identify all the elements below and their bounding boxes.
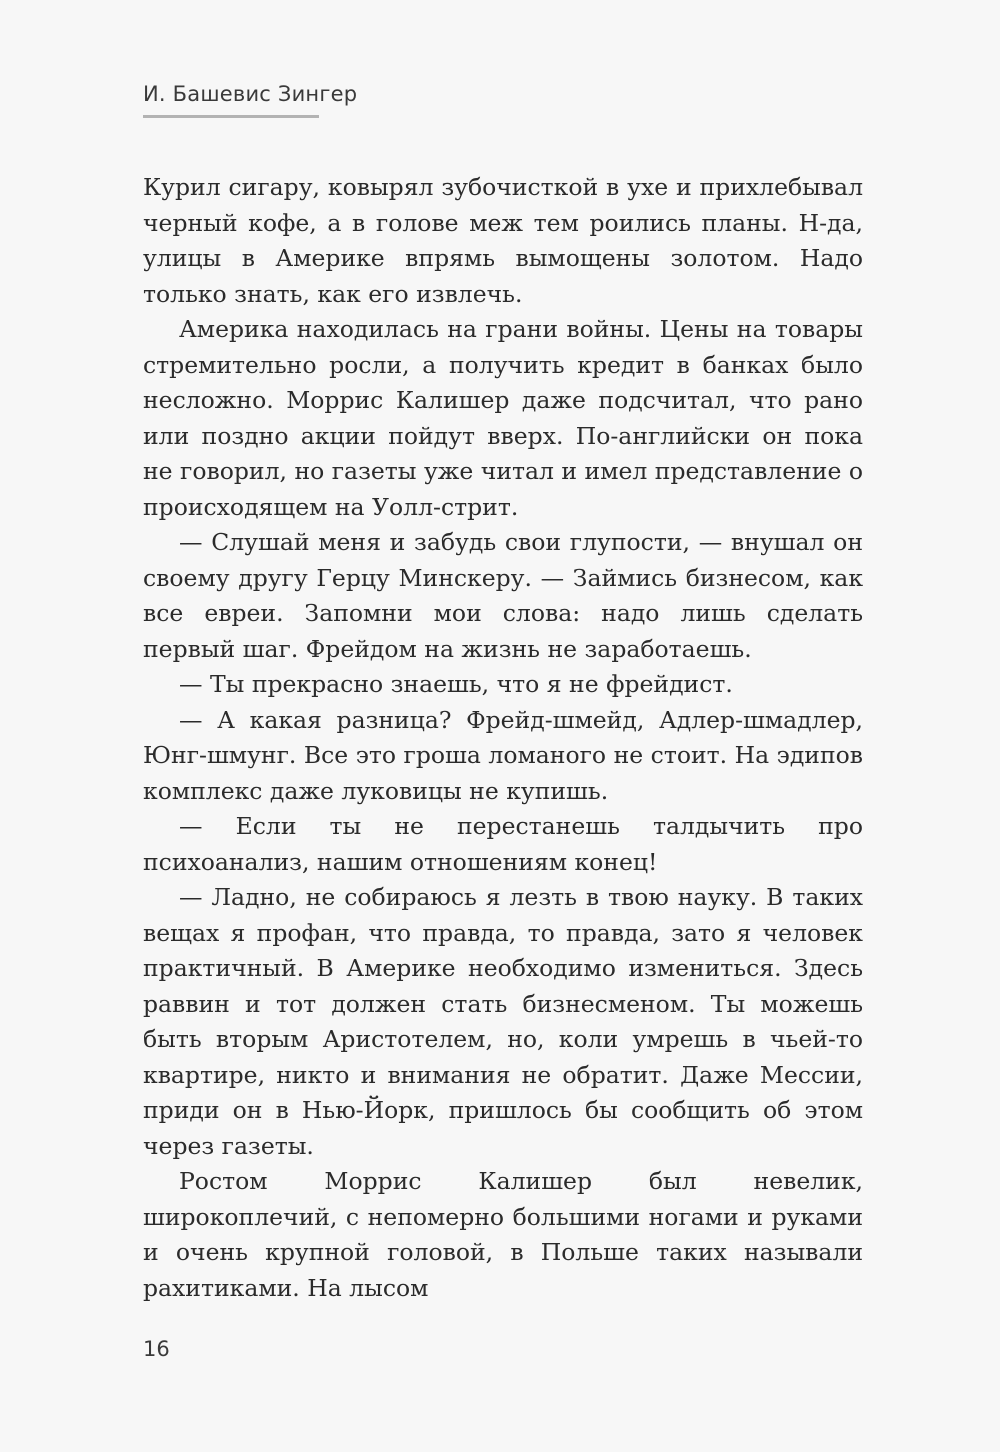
body-text — [143, 170, 863, 1306]
paragraph: — Если ты не перестанешь талдычить про психоанализ, нашим отношениям конец! — [143, 812, 863, 876]
running-head: И. Башевис Зингер — [143, 82, 358, 106]
paragraph: — Ладно, не собираюсь я лезть в твою науку. В таких вещах я профан, что правда, то правда, зато я человек практичный. В Америке необходимо измениться. Здесь раввин и тот должен стать бизнесменом. Ты можешь быть вторым Аристотелем, но, коли умрешь в чьей-то квартире, никто и внимания не обратит. Даже Мессии, приди он в Нью-Йорк, пришлось бы сообщить об этом через газеты. — [143, 883, 863, 1160]
paragraph: Ростом Моррис Калишер был невелик, широкоплечий, с непомерно большими ногами и руками и очень крупной головой, в Польше таких называли рахитиками. На лысом — [143, 1167, 863, 1302]
paragraph: — Слушай меня и забудь свои глупости, — внушал он своему другу Герцу Минскеру. — Займись бизнесом, как все евреи. Запомни мои слова: надо лишь сделать первый шаг. Фрейдом на жизнь не заработаешь. — [143, 528, 863, 663]
paragraph: Курил сигару, ковырял зубочисткой в ухе и прихлебывал черный кофе, а в голове меж тем роились планы. Н-да, улицы в Америке впрямь вымощены золотом. Надо только знать, как его извлечь. — [143, 173, 863, 308]
paragraph: Америка находилась на грани войны. Цены на товары стремительно росли, а получить кредит в банках было несложно. Моррис Калишер даже подсчитал, что рано или поздно акции пойдут вверх. По-английски он пока не говорил, но газеты уже читал и имел представление о происходящем на Уолл-стрит. — [143, 315, 863, 521]
paragraph: — А какая разница? Фрейд-шмейд, Адлер-шмадлер, Юнг-шмунг. Все это гроша ломаного не стоит. На эдипов комплекс даже луковицы не купишь. — [143, 705, 863, 805]
header-rule — [143, 115, 319, 118]
paragraph: — Ты прекрасно знаешь, что я не фрейдист. — [179, 670, 733, 698]
page-number: 16 — [143, 1337, 170, 1361]
